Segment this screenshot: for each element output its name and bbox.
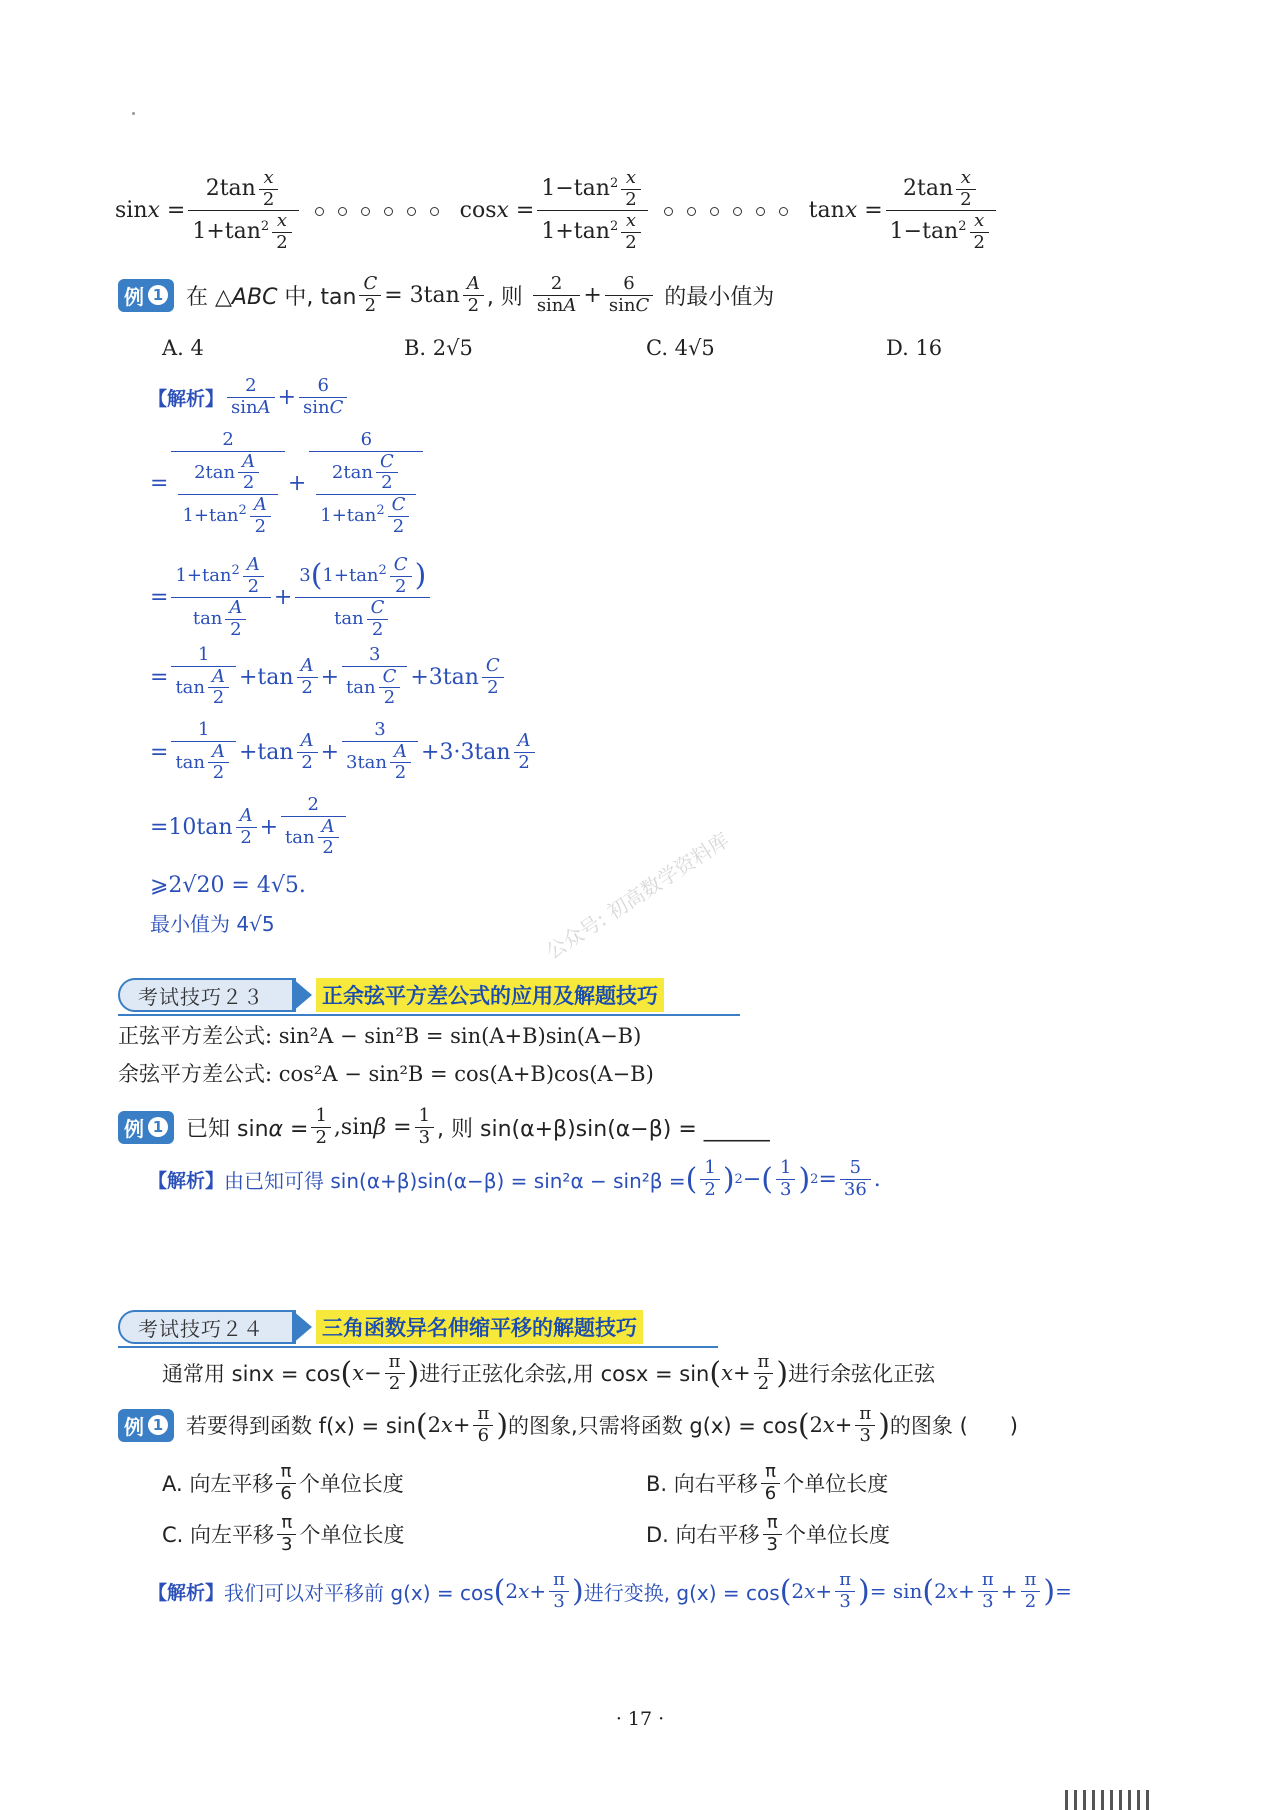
banner-underline xyxy=(118,1014,740,1016)
solution-1-line-2: = 2 2tan $\frac{A}{2}$ $1+\tan^2$ $\frac{A}{2}$ + 6 2tan $\frac{C}{2}$ $1+\tan^2$ $\frac{C}{2}$ xyxy=(150,430,426,537)
solution-1-conclusion: 最小值为 4√5 xyxy=(150,912,275,936)
technique-24-rule: 通常用 sinx = cos ( x − $\frac{\pi}{2}$ ) 进行正弦化余弦,用 cosx = sin ( x + $\frac{\pi}{2}$ ) 进行余弦化正弦 xyxy=(162,1351,936,1394)
half-angle-identities xyxy=(115,168,999,254)
option-d: D. 向右平移 $\frac{\pi}{3}$ 个单位长度 xyxy=(646,1512,890,1555)
option-b: B. 向右平移 $\frac{\pi}{6}$ 个单位长度 xyxy=(646,1461,889,1504)
solution-2: 【解析】 由已知可得 sin(α+β)sin(α−β) = sin²α − sin²β = ( $\frac{1}{2}$ ) 2 − ( $\frac{1}{3}$ ) 2 = $\frac{5}{36}$ . xyxy=(148,1157,881,1200)
technique-24-banner xyxy=(118,1310,643,1344)
example-2-question: 例 1 已知 sinα = $\frac{1}{2}$ ,sinβ = $\frac{1}{3}$ , 则 sin(α+β)sin(α−β) = ______ xyxy=(118,1106,770,1148)
sin-identity-frac: 2tan $\frac{x}{2}$ $1+\tan^2$ $\frac{x}{2}$ xyxy=(188,168,298,254)
solution-3: 【解析】 我们可以对平移前 g(x) = cos ( 2 x + $\frac{\pi}{3}$ ) 进行变换, g(x) = cos ( 2 x + $\frac{\pi}{3}$ ) = sin ( 2 x + $\frac{\pi}{3}$ + $\frac{\pi}{2}$ ) = xyxy=(148,1569,1072,1612)
solution-1-line-3: = $1+\tan^2$ $\frac{A}{2}$ tan $\frac{A}{2}$ + $3(1+\tan^2$ $\frac{C}{2}$ ) tan $\frac{C}{2}$ xyxy=(150,555,433,641)
page-number: · 17 · xyxy=(615,1708,665,1730)
option-d: D. 16 xyxy=(886,336,943,360)
technique-title: 三角函数异名伸缩平移的解题技巧 xyxy=(316,1310,643,1344)
option-b: B. 2√5 xyxy=(404,336,473,360)
example-1-question: 例 1 在 △ABC 中, tan $\frac{C}{2}$ = 3tan $\frac{A}{2}$ , 则 $\frac{2}{\sin A}$ + $\frac{6}{\sin C}$ 的最小值为 xyxy=(118,274,774,316)
technique-title: 正余弦平方差公式的应用及解题技巧 xyxy=(316,978,664,1012)
banner-arrow-icon xyxy=(292,978,312,1012)
solution-1-inequality: ⩾2√20 = 4√5. xyxy=(150,873,306,898)
sin-identity-lhs: sinx = xyxy=(115,198,186,224)
watermark: 公众号: 初高数学资料库 xyxy=(541,827,734,964)
question-suffix: 的最小值为 xyxy=(664,284,775,310)
technique-label: 考试技巧２３ xyxy=(118,978,296,1012)
tan-identity-lhs: tanx = xyxy=(808,198,883,224)
corner-mark xyxy=(132,112,135,115)
solution-1-line-6: =10tan $\frac{A}{2}$ + 2 tan $\frac{A}{2}$ xyxy=(150,795,349,859)
cos-identity-frac: $1-\tan^2$ $\frac{x}{2}$ $1+\tan^2$ $\frac{x}{2}$ xyxy=(537,168,647,254)
banner-underline xyxy=(118,1346,718,1348)
example-tag: 例 1 xyxy=(118,1111,174,1144)
solution-1-line-5: = 1 tan $\frac{A}{2}$ +tan $\frac{A}{2}$ + 3 3tan $\frac{A}{2}$ +3·3tan $\frac{A}{2}$ xyxy=(150,720,538,784)
option-a: A. 向左平移 $\frac{\pi}{6}$ 个单位长度 xyxy=(162,1461,404,1504)
tan-identity-frac: 2tan $\frac{x}{2}$ $1-\tan^2$ $\frac{x}{2}$ xyxy=(886,168,996,254)
solution-1-line-1: 【解析】 $\frac{2}{\sin A}$ + $\frac{6}{\sin C}$ xyxy=(148,376,350,418)
banner-arrow-icon xyxy=(292,1310,312,1344)
option-a: A. 4 xyxy=(162,336,204,360)
separator-dots xyxy=(657,198,795,223)
example-tag: 例 1 xyxy=(118,1409,174,1442)
separator-dots xyxy=(308,198,446,223)
publisher-logo-icon xyxy=(1065,1790,1149,1810)
solution-1-line-4: = 1 tan $\frac{A}{2}$ +tan $\frac{A}{2}$ + 3 tan $\frac{C}{2}$ +3tan $\frac{C}{2}$ xyxy=(150,645,507,709)
technique-23-banner xyxy=(118,978,664,1012)
technique-label: 考试技巧２４ xyxy=(118,1310,296,1344)
cosine-square-diff-formula: 余弦平方差公式: cos²A − sin²B = cos(A+B)cos(A−B) xyxy=(118,1062,654,1086)
option-c: C. 向左平移 $\frac{\pi}{3}$ 个单位长度 xyxy=(162,1512,405,1555)
example-tag: 例 1 xyxy=(118,279,174,312)
cos-identity-lhs: cosx = xyxy=(459,198,535,224)
option-c: C. 4√5 xyxy=(646,336,715,360)
example-3-question: 例 1 若要得到函数 f(x) = sin ( 2 x + $\frac{\pi}{6}$ ) 的图象,只需将函数 g(x) = cos ( 2 x + $\frac{\pi}{3}$ ) 的图象 ( ) xyxy=(118,1404,1018,1446)
sine-square-diff-formula: 正弦平方差公式: sin²A − sin²B = sin(A+B)sin(A−B) xyxy=(118,1024,642,1048)
